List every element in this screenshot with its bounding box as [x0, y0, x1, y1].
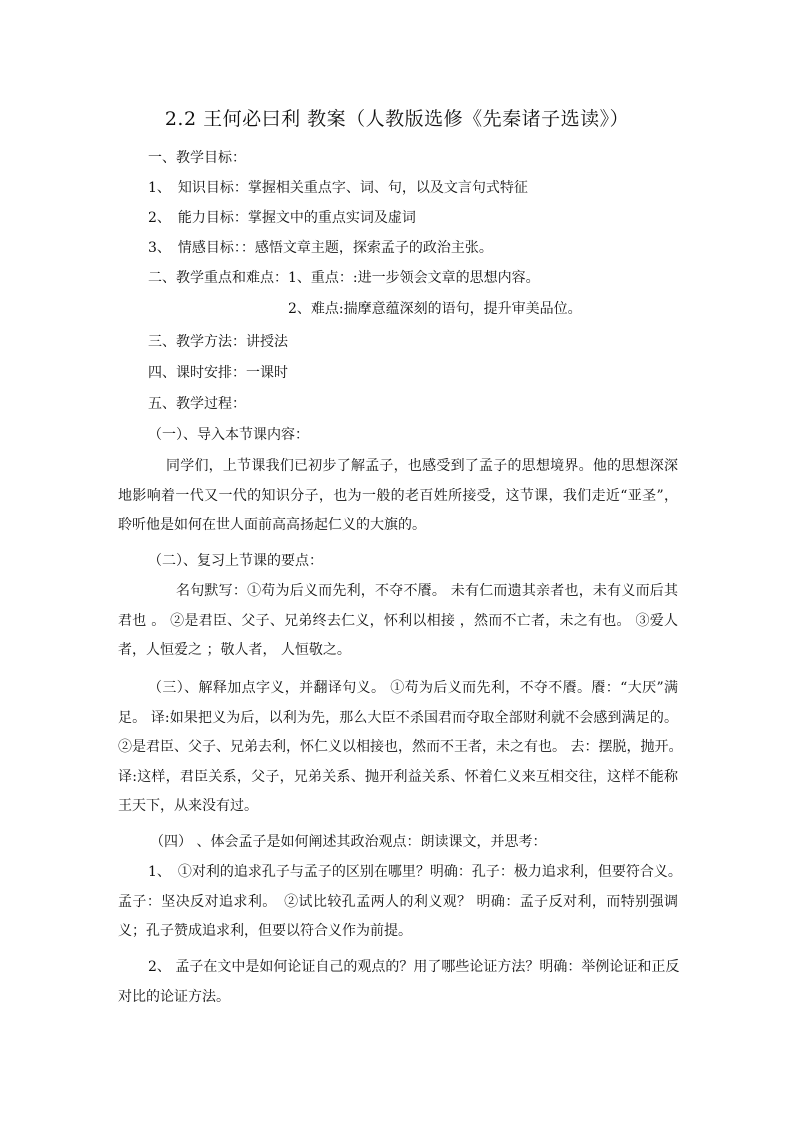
section-teaching-goals: 一、教学目标：: [148, 150, 246, 166]
paragraph-line: 对比的论证方法。: [118, 988, 230, 1005]
goal-knowledge: 1、 知识目标：掌握相关重点字、词、句，以及文言句式特征: [148, 180, 528, 196]
step-4-paragraph: [118, 858, 682, 947]
key-point-difficulty: 2、难点:揣摩意蕴深刻的语句，提升审美品位。: [288, 301, 582, 317]
section-class-hours: 四、课时安排：一课时: [148, 365, 288, 381]
section-teaching-method: 三、教学方法：讲授法: [148, 334, 288, 350]
step-2-heading: （二）、复习上节课的要点：: [148, 553, 323, 569]
document-title: 2.2 王何必曰利 教案（人教版选修《先秦诸子选读》）: [164, 108, 630, 130]
paragraph-line: 王天下，从来没有过。: [118, 798, 258, 814]
section-key-points: 二、教学重点和难点：1、重点：:进一步领会文章的思想内容。: [148, 270, 540, 286]
paragraph-line: 者，人恒爱之 ；敬人者， 人恒敬之。: [118, 642, 351, 658]
step-4-question-2: [118, 953, 678, 1012]
paragraph-line: 名句默写：①苟为后义而先利，不夺不餍。 未有仁而遗其亲者也，未有义而后其: [176, 583, 678, 599]
step-4-heading: （四） 、体会孟子是如何阐述其政治观点：朗读课文，并思考：: [150, 834, 547, 850]
paragraph-line: 孟子：坚决反对追求利。 ②试比较孔孟两人的利义观？ 明确：孟子反对利，而特别强调: [118, 893, 678, 910]
step-1-paragraph: [118, 452, 678, 541]
paragraph-line: 君也 。 ②是君臣、父子、兄弟终去仁义，怀利以相接 ，然而不亡者，未之有也。 ③爱人: [118, 612, 678, 629]
paragraph-line: 地影响着一代又一代的知识分子，也为一般的老百姓所接受，这节课，我们走近“亚圣”，: [118, 487, 678, 504]
goal-ability: 2、 能力目标：掌握文中的重点实词及虚词: [148, 210, 416, 226]
paragraph-line: 同学们，上节课我们已初步了解孟子，也感受到了孟子的思想境界。他的思想深深: [166, 458, 678, 474]
paragraph-line: 义；孔子赞成追求利，但要以符合义作为前提。: [118, 923, 412, 939]
paragraph-line: 2、 孟子在文中是如何论证自己的观点的？用了哪些论证方法？明确：举例论证和正反: [148, 959, 680, 975]
step-1-heading: （一）、导入本节课内容：: [148, 427, 309, 443]
step-3-paragraph: [118, 674, 683, 822]
paragraph-line: 1、 ①对利的追求孔子与孟子的区别在哪里？明确：孔子：极力追求利，但要符合义。: [148, 864, 682, 880]
step-2-paragraph: [118, 577, 678, 666]
paragraph-line: （三）、解释加点字义，并翻译句义。 ①苟为后义而先利，不夺不餍。餍：“大厌”满: [148, 680, 678, 696]
section-teaching-process: 五、教学过程：: [148, 396, 246, 412]
paragraph-line: 聆听他是如何在世人面前高高扬起仁义的大旗的。: [118, 517, 426, 533]
paragraph-line: 译:这样，君臣关系，父子，兄弟关系、抛开利益关系、怀着仁义来互相交往，这样不能称: [118, 768, 678, 785]
paragraph-line: 足。 译:如果把义为后，以利为先，那么大臣不杀国君而夺取全部财利就不会感到满足的。: [118, 709, 678, 726]
goal-emotion: 3、 情感目标：：感悟文章主题，探索孟子的政治主张。: [148, 240, 493, 256]
paragraph-line: ②是君臣、父子、兄弟去利，怀仁义以相接也，然而不王者，未之有也。 去：摆脱，抛开。: [118, 739, 683, 755]
